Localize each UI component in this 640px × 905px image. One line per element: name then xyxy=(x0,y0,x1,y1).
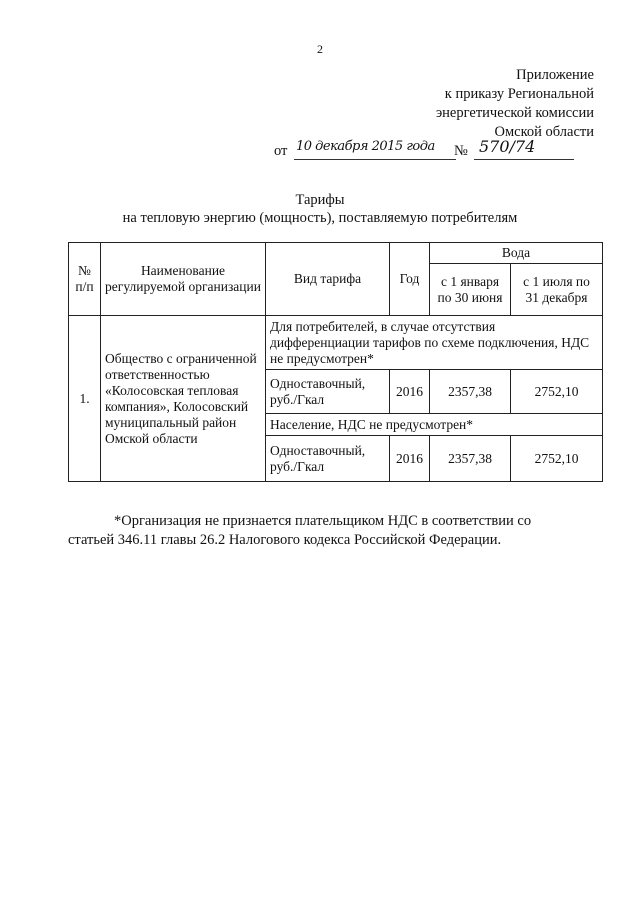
tariffs-table xyxy=(68,242,603,482)
footnote-line-1: *Организация не признается плательщиком НДС в соответствии со xyxy=(114,513,532,529)
tariff-type-cell: Одноставочный, руб./Гкал xyxy=(266,436,390,482)
number-underline xyxy=(474,159,574,160)
handwritten-number: 570/74 xyxy=(479,137,536,156)
header-num: № п/п xyxy=(69,243,101,316)
footnote xyxy=(68,512,594,550)
page-number: 2 xyxy=(317,42,323,56)
year-cell: 2016 xyxy=(390,436,430,482)
footnote-line-2: статьей 346.11 главы 26.2 Налогового кодекса Российской Федерации. xyxy=(68,532,502,548)
header-organization: Наименование регулируемой организации xyxy=(101,243,266,316)
handwritten-date: 10 декабря 2015 года xyxy=(296,139,435,154)
value-period-1: 2357,38 xyxy=(430,370,511,414)
value-period-2: 2752,10 xyxy=(511,370,603,414)
organization-name: Общество с ограниченной ответственностью «Колосовская тепловая компания», Колосовский муниципальный район Омской области xyxy=(101,316,266,482)
number-sign: № xyxy=(454,143,468,159)
appendix-line: к приказу Региональной xyxy=(444,86,594,102)
header-period-1: с 1 января по 30 июня xyxy=(430,264,511,316)
order-prefix: от xyxy=(274,143,288,159)
consumer-group-title: Население, НДС не предусмотрен* xyxy=(266,414,603,436)
appendix-header xyxy=(294,66,594,142)
header-year: Год xyxy=(390,243,430,316)
order-reference xyxy=(274,137,594,163)
appendix-line: Приложение xyxy=(516,67,594,83)
date-underline xyxy=(294,159,456,160)
document-title xyxy=(0,191,640,227)
value-period-2: 2752,10 xyxy=(511,436,603,482)
appendix-line: энергетической комиссии xyxy=(435,105,594,121)
row-number: 1. xyxy=(69,316,101,482)
tariff-type-cell: Одноставочный, руб./Гкал xyxy=(266,370,390,414)
title-line-1: Тарифы xyxy=(295,192,345,208)
appendix-line: Омской области xyxy=(494,124,594,140)
header-water: Вода xyxy=(430,243,603,264)
consumer-group-title: Для потребителей, в случае отсутствия дифференциации тарифов по схеме подключения, НДС не предусмотрен* xyxy=(266,316,603,370)
title-line-2: на тепловую энергию (мощность), поставляемую потребителям xyxy=(122,210,518,226)
header-tariff-type: Вид тарифа xyxy=(266,243,390,316)
year-cell: 2016 xyxy=(390,370,430,414)
value-period-1: 2357,38 xyxy=(430,436,511,482)
header-period-2: с 1 июля по 31 декабря xyxy=(511,264,603,316)
